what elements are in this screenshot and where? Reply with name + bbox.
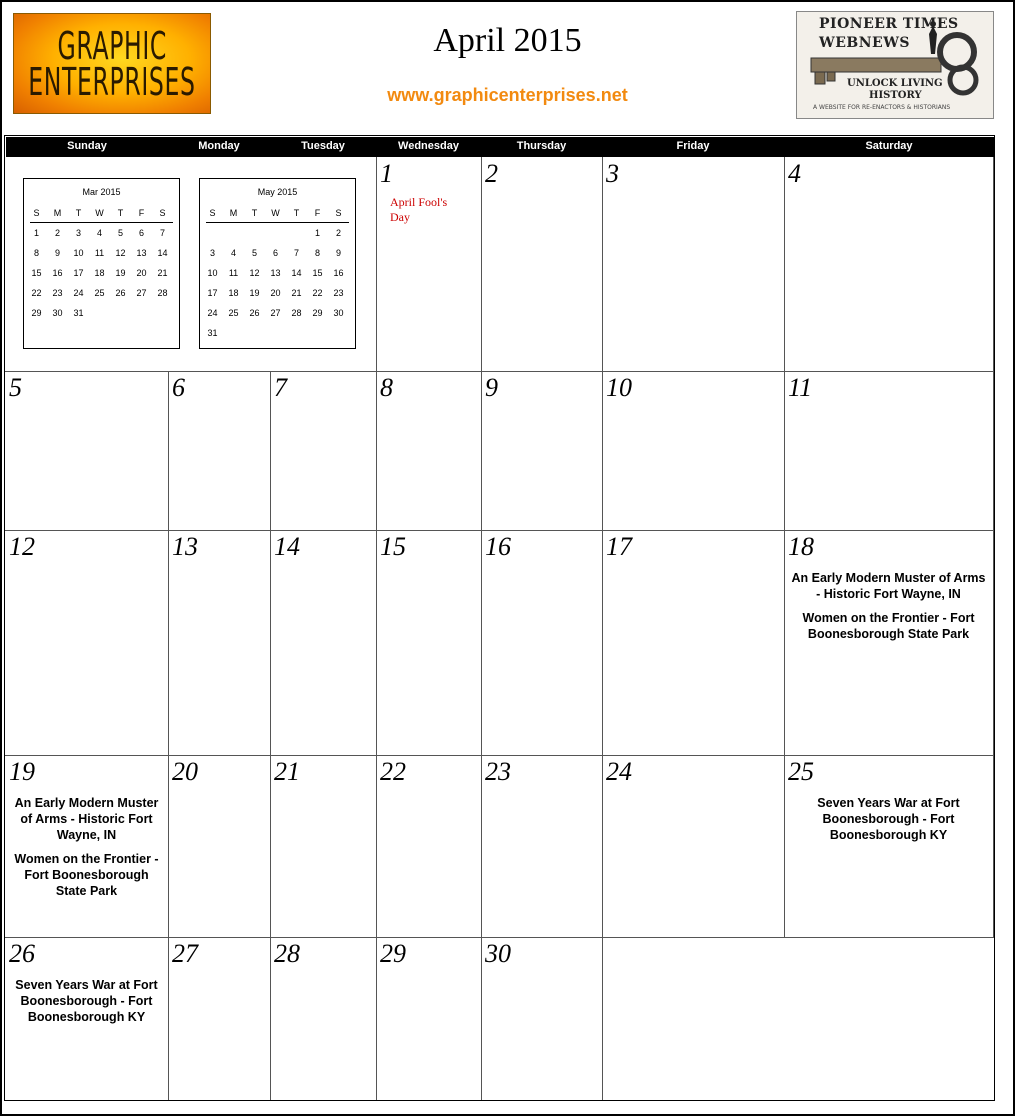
day-cell[interactable] (270, 371, 377, 531)
day-number: 17 (606, 532, 632, 561)
day-cell[interactable] (168, 937, 271, 1101)
mini-day[interactable]: 4 (230, 248, 236, 258)
mini-weekday: F (314, 208, 321, 218)
mini-day[interactable]: 23 (333, 288, 344, 298)
day-cell[interactable] (481, 530, 603, 756)
day-cell[interactable] (602, 371, 785, 531)
mini-weekday: T (117, 208, 124, 218)
mini-day[interactable]: 31 (207, 328, 218, 338)
day-number: 21 (274, 757, 300, 786)
day-cell[interactable] (270, 937, 377, 1101)
mini-calendar[interactable] (199, 178, 356, 349)
mini-day[interactable]: 10 (207, 268, 218, 278)
mini-day[interactable]: 8 (33, 248, 39, 258)
mini-day[interactable]: 3 (75, 228, 81, 238)
mini-day[interactable]: 19 (249, 288, 260, 298)
weekday-friday: Friday (676, 140, 710, 152)
mini-calendar[interactable] (23, 178, 180, 349)
mini-day[interactable]: 12 (249, 268, 260, 278)
mini-day[interactable]: 4 (96, 228, 102, 238)
event-item[interactable]: An Early Modern Muster of Arms - Historic Fort Wayne, IN (791, 571, 986, 601)
mini-day[interactable]: 2 (335, 228, 341, 238)
event-list (788, 570, 989, 650)
day-cell[interactable] (376, 937, 482, 1101)
day-number: 20 (172, 757, 198, 786)
mini-day[interactable]: 24 (207, 308, 218, 318)
day-cell[interactable] (168, 755, 271, 938)
day-cell[interactable] (5, 371, 169, 531)
day-number: 29 (380, 939, 406, 968)
day-cell[interactable] (481, 937, 603, 1101)
mini-day[interactable]: 14 (157, 248, 168, 258)
day-number: 3 (606, 159, 619, 188)
mini-day[interactable]: 15 (312, 268, 323, 278)
day-number: 7 (274, 373, 287, 402)
mini-day[interactable]: 25 (94, 288, 105, 298)
day-number: 1 (380, 159, 393, 188)
mini-calendar-title: Mar 2015 (82, 187, 121, 197)
event-list (9, 977, 164, 1033)
day-cell[interactable] (784, 371, 994, 531)
day-number: 25 (788, 757, 814, 786)
day-cell[interactable] (602, 157, 785, 372)
mini-day[interactable]: 26 (115, 288, 126, 298)
logo-right-line-4: HISTORY (869, 90, 922, 101)
day-number: 6 (172, 373, 185, 402)
mini-day[interactable]: 1 (33, 228, 39, 238)
mini-day[interactable]: 12 (115, 248, 126, 258)
mini-day[interactable]: 7 (293, 248, 299, 258)
mini-day[interactable]: 26 (249, 308, 260, 318)
day-number: 2 (485, 159, 498, 188)
mini-weekday: S (209, 208, 216, 218)
mini-day[interactable]: 22 (312, 288, 323, 298)
day-number: 24 (606, 757, 632, 786)
mini-day[interactable]: 17 (207, 288, 218, 298)
mini-day[interactable]: 14 (291, 268, 302, 278)
mini-weekday: S (33, 208, 40, 218)
day-cell[interactable] (784, 530, 994, 756)
day-number: 15 (380, 532, 406, 561)
mini-day[interactable]: 16 (333, 268, 344, 278)
mini-day[interactable]: 31 (73, 308, 84, 318)
weekday-wednesday: Wednesday (398, 140, 459, 152)
event-item[interactable]: Women on the Frontier - Fort Boonesborough State Park (802, 611, 975, 641)
event-list (9, 795, 164, 907)
day-cell[interactable] (376, 755, 482, 938)
mini-weekday: T (75, 208, 82, 218)
mini-day[interactable]: 19 (115, 268, 126, 278)
mini-day[interactable]: 29 (312, 308, 323, 318)
mini-day[interactable]: 21 (291, 288, 302, 298)
mini-day[interactable]: 10 (73, 248, 84, 258)
mini-day[interactable]: 24 (73, 288, 84, 298)
mini-weekday: T (251, 208, 258, 218)
mini-day[interactable]: 7 (159, 228, 165, 238)
event-list (788, 795, 989, 851)
month-title: April 2015 (433, 22, 582, 59)
day-cell[interactable] (602, 755, 785, 938)
day-cell[interactable] (376, 157, 482, 372)
day-cell[interactable] (5, 755, 169, 938)
day-number: 10 (606, 373, 632, 402)
weekday-monday: Monday (198, 140, 240, 152)
mini-day[interactable]: 9 (54, 248, 60, 258)
logo-line-1: GRAPHIC (57, 23, 167, 68)
mini-day[interactable]: 3 (209, 248, 215, 258)
weekday-sunday: Sunday (67, 140, 107, 152)
day-number: 11 (788, 373, 813, 402)
mini-day[interactable]: 1 (314, 228, 320, 238)
mini-day[interactable]: 28 (291, 308, 302, 318)
mini-day[interactable]: 25 (228, 308, 239, 318)
mini-day[interactable]: 21 (157, 268, 168, 278)
day-number: 16 (485, 532, 511, 561)
day-number: 22 (380, 757, 406, 786)
mini-day[interactable]: 30 (333, 308, 344, 318)
mini-weekday: M (229, 208, 238, 218)
day-cell[interactable] (481, 157, 603, 372)
mini-weekday: M (53, 208, 62, 218)
mini-calendar-title: May 2015 (257, 187, 298, 197)
day-cell[interactable] (270, 755, 377, 938)
day-number: 4 (788, 159, 801, 188)
mini-weekday: S (159, 208, 166, 218)
mini-calendar-weekdays (206, 208, 349, 223)
day-cell[interactable] (376, 371, 482, 531)
event-item[interactable]: Seven Years War at Fort Boonesborough - Fort Boonesborough KY (817, 796, 960, 842)
mini-weekday: W (95, 208, 104, 218)
mini-day[interactable]: 20 (270, 288, 281, 298)
mini-weekday: S (335, 208, 342, 218)
mini-day[interactable]: 11 (228, 268, 239, 278)
mini-weekday: W (271, 208, 280, 218)
day-cell[interactable] (481, 755, 603, 938)
mini-day[interactable]: 8 (314, 248, 320, 258)
day-number: 13 (172, 532, 198, 561)
mini-day[interactable]: 15 (31, 268, 42, 278)
day-number: 19 (9, 757, 35, 786)
mini-weekday: T (293, 208, 300, 218)
day-cell[interactable] (376, 530, 482, 756)
mini-day[interactable]: 13 (270, 268, 281, 278)
weekday-header (6, 137, 994, 157)
day-number: 28 (274, 939, 300, 968)
logo-right-line-2: WEBNEWS (819, 35, 911, 51)
day-cell[interactable] (784, 755, 994, 938)
mini-day[interactable]: 6 (272, 248, 278, 258)
mini-day[interactable]: 5 (117, 228, 123, 238)
mini-day[interactable]: 23 (52, 288, 63, 298)
mini-weekday: F (138, 208, 145, 218)
logo-line-2: ENTERPRISES (28, 59, 196, 104)
logo-right-tagline: A WEBSITE FOR RE-ENACTORS & HISTORIANS (813, 104, 951, 111)
logo-right-line-1: PIONEER TIMES (819, 16, 959, 32)
mini-day[interactable]: 28 (157, 288, 168, 298)
mini-day[interactable]: 13 (136, 248, 147, 258)
day-cell[interactable] (168, 371, 271, 531)
mini-day[interactable]: 18 (94, 268, 105, 278)
weekday-saturday: Saturday (865, 140, 913, 152)
day-cell[interactable] (602, 530, 785, 756)
logo-right-line-3: UNLOCK LIVING (847, 78, 943, 89)
mini-day[interactable]: 27 (136, 288, 147, 298)
pioneer-times-logo[interactable] (796, 11, 994, 119)
mini-day[interactable]: 2 (54, 228, 60, 238)
event-item[interactable]: Seven Years War at Fort Boonesborough - Fort Boonesborough KY (15, 978, 158, 1024)
event-item[interactable]: Women on the Frontier - Fort Boonesborough State Park (14, 852, 159, 898)
day-number: 18 (788, 532, 814, 561)
mini-day[interactable]: 16 (52, 268, 63, 278)
day-cell[interactable] (168, 530, 271, 756)
day-number: 5 (9, 373, 22, 402)
holiday-label: April Fool's Day (390, 195, 448, 224)
day-cell[interactable] (5, 937, 169, 1101)
day-cell[interactable] (784, 157, 994, 372)
day-cell[interactable] (5, 530, 169, 756)
mini-day[interactable]: 18 (228, 288, 239, 298)
mini-calendar-weekdays (30, 208, 173, 223)
day-number: 26 (9, 939, 35, 968)
mini-day[interactable]: 9 (335, 248, 341, 258)
website-link[interactable]: www.graphicenterprises.net (387, 85, 628, 105)
day-number: 12 (9, 532, 35, 561)
day-number: 8 (380, 373, 393, 402)
mini-day[interactable]: 6 (138, 228, 144, 238)
weekday-tuesday: Tuesday (301, 140, 345, 152)
day-cell[interactable] (270, 530, 377, 756)
mini-day[interactable]: 5 (251, 248, 257, 258)
day-number: 23 (485, 757, 511, 786)
mini-day[interactable]: 11 (94, 248, 105, 258)
mini-day[interactable]: 27 (270, 308, 281, 318)
day-number: 30 (485, 939, 511, 968)
mini-day[interactable]: 30 (52, 308, 63, 318)
day-number: 9 (485, 373, 498, 402)
day-number: 27 (172, 939, 198, 968)
weekday-thursday: Thursday (516, 140, 567, 152)
day-number: 14 (274, 532, 300, 561)
mini-day[interactable]: 29 (31, 308, 42, 318)
event-item[interactable]: An Early Modern Muster of Arms - Historic Fort Wayne, IN (14, 796, 159, 842)
mini-day[interactable]: 22 (31, 288, 42, 298)
mini-day[interactable]: 17 (73, 268, 84, 278)
mini-day[interactable]: 20 (136, 268, 147, 278)
day-cell[interactable] (481, 371, 603, 531)
